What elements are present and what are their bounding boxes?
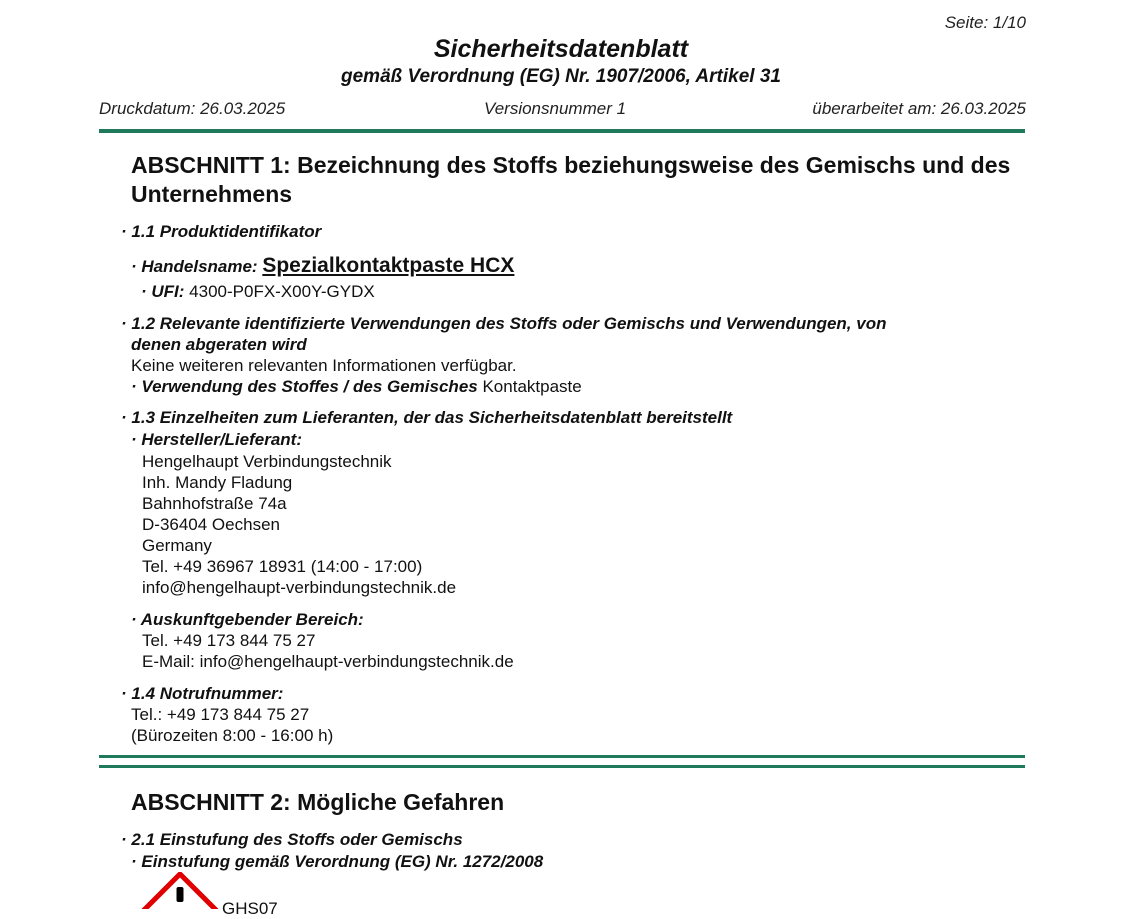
page-number: Seite: 1/10 xyxy=(944,13,1026,32)
supplier-label: · Hersteller/Lieferant: xyxy=(131,430,303,449)
s12-label-line1: · 1.2 Relevante identifizierte Verwendungen des Stoffs oder Gemischs und Verwendungen, von xyxy=(121,314,887,333)
section1-title: ABSCHNITT 1: Bezeichnung des Stoffs beziehungsweise des Gemischs und des Unternehmens xyxy=(131,152,1011,207)
section-divider-top xyxy=(99,755,1025,758)
supplier-line: D-36404 Oechsen xyxy=(142,515,280,534)
supplier-line: Hengelhaupt Verbindungstechnik xyxy=(142,452,392,471)
s11-label: · 1.1 Produktidentifikator xyxy=(121,222,322,241)
s21-label: · 2.1 Einstufung des Stoffs oder Gemischs xyxy=(121,830,463,849)
use-row: · Verwendung des Stoffes / des Gemisches Kontaktpaste xyxy=(131,377,582,396)
supplier-line: Inh. Mandy Fladung xyxy=(142,473,293,492)
section2-title: ABSCHNITT 2: Mögliche Gefahren xyxy=(131,789,505,815)
document-title: Sicherheitsdatenblatt xyxy=(433,35,689,63)
ufi-label: UFI: xyxy=(151,282,185,301)
s13-label: · 1.3 Einzelheiten zum Lieferanten, der das Sicherheitsdatenblatt bereitstellt xyxy=(121,408,733,427)
supplier-email-link[interactable]: info@hengelhaupt-verbindungstechnik.de xyxy=(142,578,457,597)
s12-label-line2: denen abgeraten wird xyxy=(131,335,307,354)
use-label: Verwendung des Stoffes / des Gemisches xyxy=(141,377,478,396)
info-email-link[interactable]: E-Mail: info@hengelhaupt-verbindungstechnik.de xyxy=(142,652,514,671)
classification-label: · Einstufung gemäß Verordnung (EG) Nr. 1272/2008 xyxy=(131,852,544,871)
info-line: Tel. +49 173 844 75 27 xyxy=(142,631,316,650)
ufi-row: · UFI: 4300-P0FX-X00Y-GYDX xyxy=(141,282,375,301)
trade-name-row: · Handelsname: Spezialkontaktpaste HCX xyxy=(131,254,515,277)
supplier-line: Tel. +49 36967 18931 (14:00 - 17:00) xyxy=(142,557,423,576)
version-number: Versionsnummer 1 xyxy=(484,99,627,118)
emergency-phone: Tel.: +49 173 844 75 27 xyxy=(131,705,310,724)
document-subtitle: gemäß Verordnung (EG) Nr. 1907/2006, Artikel 31 xyxy=(341,66,781,87)
ufi-value: 4300-P0FX-X00Y-GYDX xyxy=(189,282,375,301)
info-label: · Auskunftgebender Bereich: xyxy=(131,610,364,629)
emergency-hours: (Bürozeiten 8:00 - 16:00 h) xyxy=(131,726,334,745)
s14-label: · 1.4 Notrufnummer: xyxy=(121,684,284,703)
revised-date: überarbeitet am: 26.03.2025 xyxy=(812,99,1026,118)
s12-text: Keine weiteren relevanten Informationen verfügbar. xyxy=(131,356,517,375)
print-date: Druckdatum: 26.03.2025 xyxy=(99,99,286,118)
section-divider-bottom xyxy=(99,765,1025,768)
use-value: Kontaktpaste xyxy=(482,377,582,396)
pictogram-label: GHS07 xyxy=(222,899,278,918)
supplier-line: Germany xyxy=(142,536,212,555)
header-divider xyxy=(99,129,1025,133)
supplier-line: Bahnhofstraße 74a xyxy=(142,494,287,513)
trade-name-label: Handelsname: xyxy=(141,257,258,276)
ghs07-pictogram-icon xyxy=(138,872,228,909)
trade-name-value: Spezialkontaktpaste HCX xyxy=(262,254,515,277)
